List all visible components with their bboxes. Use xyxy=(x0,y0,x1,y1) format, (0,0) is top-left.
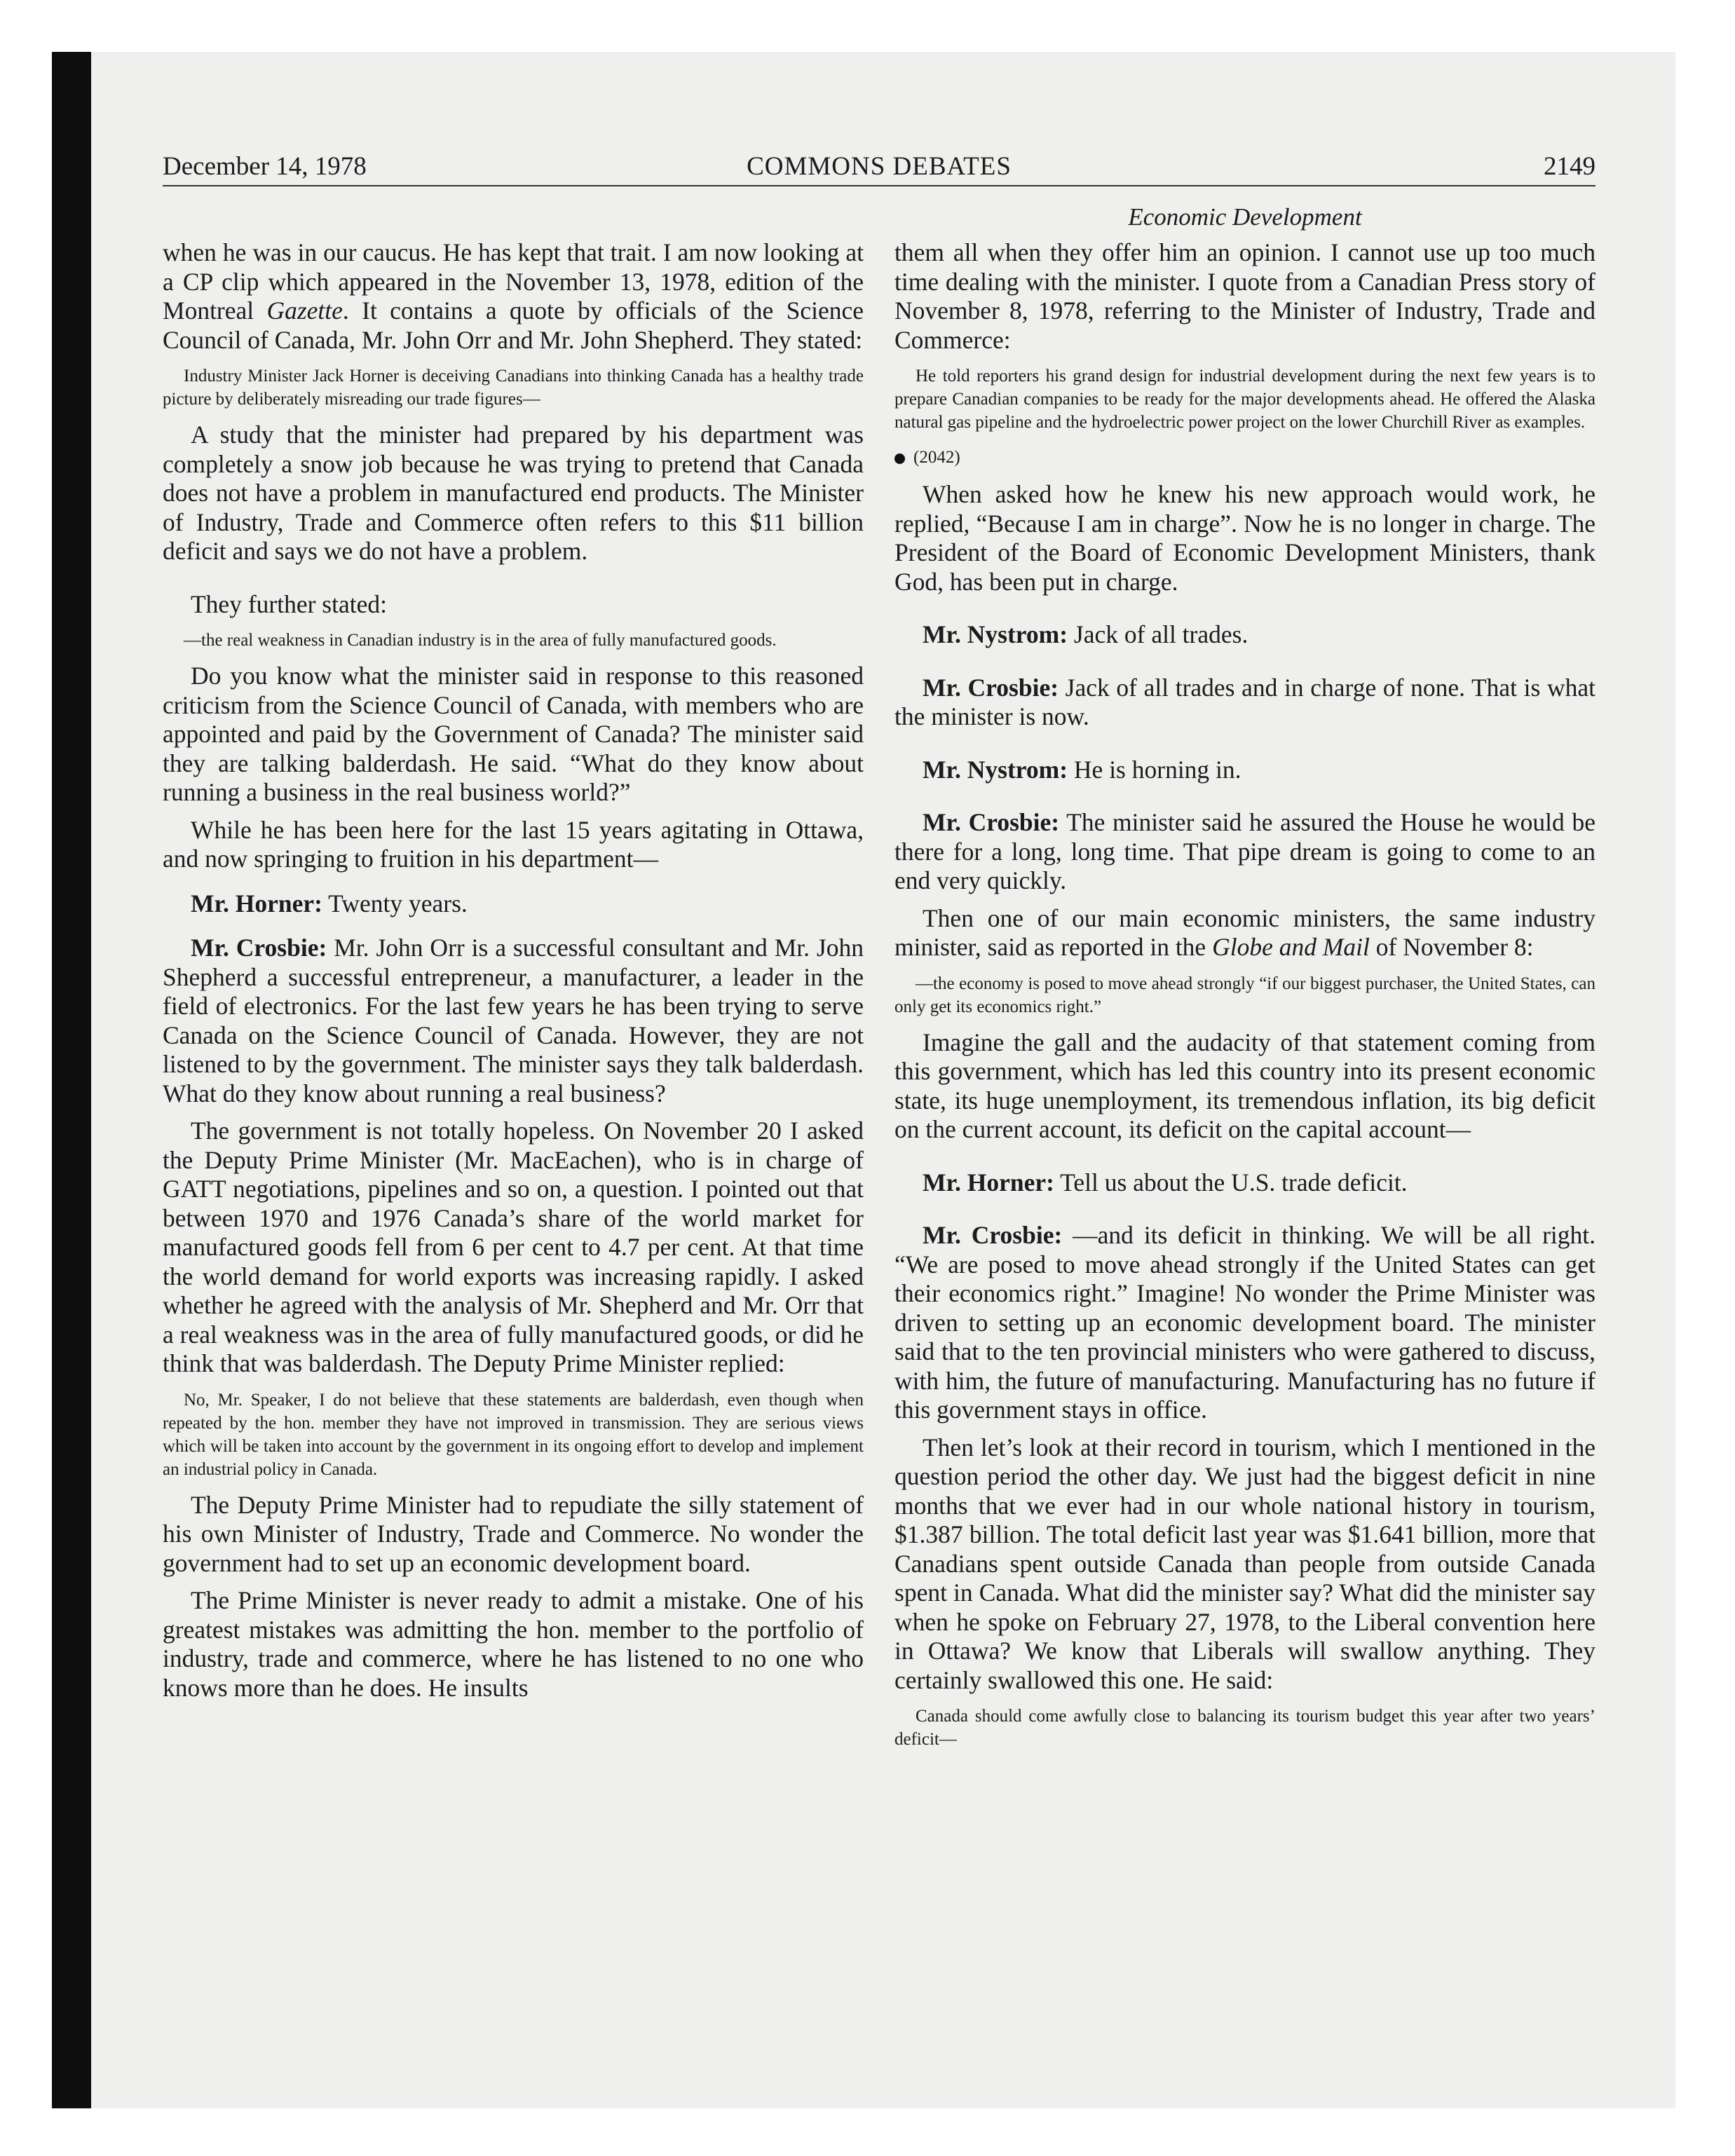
speaker-paragraph: Mr. Crosbie: Jack of all trades and in charge of none. That is what the minister is now. xyxy=(894,673,1595,730)
header-title: COMMONS DEBATES xyxy=(747,152,1012,181)
scan-binding-edge xyxy=(52,52,91,2108)
speaker-paragraph: Mr. Crosbie: —and its deficit in thinking. We will be all right. “We are posed to move ahead strongly if the United States can get their economics right.” Imagine! No wonder the Prime Minister was driven to setting up an economic development board. The minister said that to the ten provincial ministers who were gathered to discuss, with him, the future of manufacturing. Manufacturing has no future if this government stays in office. xyxy=(894,1221,1595,1424)
block-quote: Industry Minister Jack Horner is deceiving Canadians into thinking Canada has a healthy trade picture by deliberately misreading our trade figures— xyxy=(163,367,864,409)
paragraph: The Deputy Prime Minister had to repudiate the silly statement of his own Minister of Industry, Trade and Commerce. No wonder the government had to set up an economic development board. xyxy=(163,1490,864,1577)
paragraph: Imagine the gall and the audacity of that statement coming from this government, which has led this country into its present economic state, its huge unemployment, its tremendous inflation, its big deficit on the current account, its deficit on the capital account— xyxy=(894,1028,1595,1143)
running-header xyxy=(163,149,1595,186)
block-quote: —the economy is posed to move ahead strongly “if our biggest purchaser, the United States, can only get its economics right.” xyxy=(894,974,1595,1016)
header-date: December 14, 1978 xyxy=(163,152,367,181)
block-quote: He told reporters his grand design for industrial development during the next few years is to prepare Canadian companies to be ready for the major developments ahead. He offered the Alaska natural gas pipeline and the hydroelectric power project on the lower Churchill River as examples. xyxy=(894,367,1595,432)
speaker-name: Mr. Horner: xyxy=(923,1168,1054,1196)
newspaper-title: Globe and Mail xyxy=(1212,933,1370,961)
paragraph: Then let’s look at their record in tourism, which I mentioned in the question period the other day. We just had the biggest deficit in nine months that we ever had in our whole national history in tourism, $1.387 billion. The total deficit last year was $1.641 billion, more that Canadians spent outside Canada than people from outside Canada spent in Canada. What did the minister say? What did the minister say when he spoke on February 27, 1978, to the Liberal convention here in Ottawa? We know that Liberals will swallow anything. They certainly swallowed this one. He said: xyxy=(894,1433,1595,1694)
paragraph: They further stated: xyxy=(191,589,387,618)
speaker-paragraph: Mr. Nystrom: Jack of all trades. xyxy=(923,620,1248,648)
block-quote: No, Mr. Speaker, I do not believe that these statements are balderdash, even though when repeated by the hon. member they have not improved in transmission. They are serious views which will be taken into account by the government in its ongoing effort to develop and implement an industrial policy in Canada. xyxy=(163,1390,864,1479)
speaker-paragraph: Mr. Crosbie: Mr. John Orr is a successful consultant and Mr. John Shepherd a successful entrepreneur, a manufacturer, a leader in the field of electronics. For the last few years he has been trying to serve Canada on the Science Council of Canada. However, they are not listened to by the government. The minister says they talk balderdash. What do they know about running a real business? xyxy=(163,934,864,1107)
block-quote: —the real weakness in Canadian industry is in the area of fully manufactured goods. xyxy=(184,631,777,650)
paragraph: The government is not totally hopeless. On November 20 I asked the Deputy Prime Minister (Mr. MacEachen), who is in charge of GATT negotiations, pipelines and so on, a question. I pointed out that between 1970 and 1976 Canada’s share of the world market for manufactured goods fell from 6 per cent to 4.7 per cent. At that time the world demand for world exports was increasing rapidly. I asked whether he agreed with the analysis of Mr. Shepherd and Mr. Orr that a real weakness was in the area of fully manufactured goods, or did he think that was balderdash. The Deputy Prime Minister replied: xyxy=(163,1117,864,1377)
speaker-paragraph: Mr. Horner: Tell us about the U.S. trade deficit. xyxy=(923,1168,1408,1196)
speaker-name: Mr. Crosbie: xyxy=(923,808,1060,836)
paragraph: when he was in our caucus. He has kept that trait. I am now looking at a CP clip which appeared in the November 13, 1978, edition of the Montreal Gazette. It contains a quote by officials of the Science Council of Canada, Mr. John Orr and Mr. John Shepherd. They stated: xyxy=(163,238,864,354)
speaker-name: Mr. Crosbie: xyxy=(191,934,327,962)
speaker-paragraph: Mr. Nystrom: He is horning in. xyxy=(923,755,1241,784)
left-column xyxy=(163,238,864,1703)
speaker-paragraph: Mr. Horner: Twenty years. xyxy=(191,889,468,917)
time-marker: (2042) xyxy=(894,444,1595,472)
right-column xyxy=(894,238,1595,1761)
speaker-name: Mr. Crosbie: xyxy=(923,673,1059,702)
newspaper-title: Gazette xyxy=(266,296,343,325)
bullet-dot-icon xyxy=(894,453,905,464)
paragraph: Then one of our main economic ministers, the same industry minister, said as reported in the Globe and Mail of November 8: xyxy=(894,903,1595,961)
speaker-paragraph: Mr. Crosbie: The minister said he assured the House he would be there for a long, long time. That pipe dream is going to come to an end very quickly. xyxy=(894,808,1595,894)
paragraph: Do you know what the minister said in response to this reasoned criticism from the Science Council of Canada, with members who are appointed and paid by the Government of Canada? The minister said they are talking balderdash. He said. “What do they know about running a business in the real business world?” xyxy=(163,662,864,806)
paragraph: The Prime Minister is never ready to admit a mistake. One of his greatest mistakes was admitting the hon. member to the portfolio of industry, trade and commerce, where he has listened to no one who knows more than he does. He insults xyxy=(163,1586,864,1702)
speaker-name: Mr. Crosbie: xyxy=(923,1221,1063,1249)
speaker-name: Mr. Horner: xyxy=(191,889,322,917)
paragraph: When asked how he knew his new approach would work, he replied, “Because I am in charge”. Now he is no longer in charge. The President of the Board of Economic Development Ministers, thank God, has been put in charge. xyxy=(894,480,1595,596)
block-quote: Canada should come awfully close to balancing its tourism budget this year after two years’ deficit— xyxy=(894,1707,1595,1749)
paragraph: While he has been here for the last 15 years agitating in Ottawa, and now springing to fruition in his department— xyxy=(163,815,864,873)
header-page-number: 2149 xyxy=(1544,152,1595,181)
paragraph: A study that the minister had prepared by his department was completely a snow job because he was trying to pretend that Canada does not have a problem in manufactured end products. The Minister of Industry, Trade and Commerce often refers to this $11 billion deficit and says we do not have a problem. xyxy=(163,421,864,565)
speaker-name: Mr. Nystrom: xyxy=(923,620,1068,648)
right-column-heading: Economic Development xyxy=(1128,203,1362,231)
paragraph: them all when they offer him an opinion. I cannot use up too much time dealing with the minister. I quote from a Canadian Press story of November 8, 1978, referring to the Minister of Industry, Trade and Commerce: xyxy=(894,238,1595,354)
speaker-name: Mr. Nystrom: xyxy=(923,755,1068,784)
